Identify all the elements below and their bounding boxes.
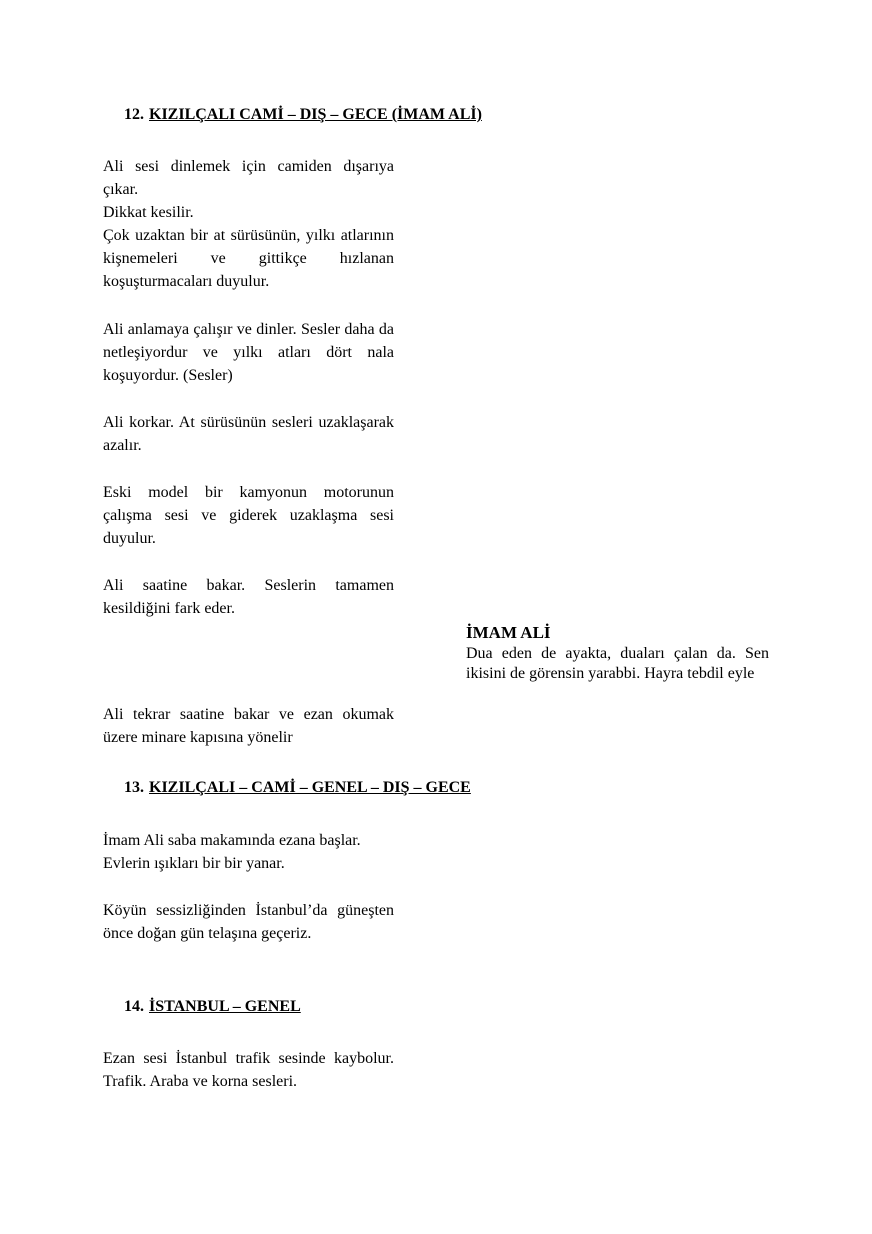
- scene-heading-14: [124, 997, 301, 1017]
- action-block: [103, 1047, 394, 1093]
- action-block: [103, 829, 394, 875]
- action-line: Köyün sessizliğinden İstanbul’da güneşten önce doğan gün telaşına geçeriz.: [103, 902, 394, 942]
- action-line: Ali saatine bakar. Seslerin tamamen kesildiğini fark eder.: [103, 577, 394, 617]
- action-line: Dikkat kesilir.: [103, 204, 194, 221]
- action-line: Ali anlamaya çalışır ve dinler. Sesler daha da netleşiyordur ve yılkı atları dört nala koşuyordur. (Sesler): [103, 321, 394, 384]
- action-block: [103, 411, 394, 457]
- action-line: Eski model bir kamyonun motorunun çalışma sesi ve giderek uzaklaşma sesi duyulur.: [103, 484, 394, 547]
- scene-title: İSTANBUL – GENEL: [149, 998, 301, 1015]
- action-block: [103, 155, 394, 293]
- scene-title: KIZILÇALI CAMİ – DIŞ – GECE (İMAM ALİ): [149, 106, 482, 123]
- action-block: [103, 574, 394, 620]
- action-line: Ali sesi dinlemek için camiden dışarıya çıkar.: [103, 158, 394, 198]
- action-line: Ali korkar. At sürüsünün sesleri uzaklaşarak azalır.: [103, 414, 394, 454]
- scene-heading-12: [124, 105, 482, 125]
- dialogue-block: [466, 622, 769, 684]
- action-line: Ali tekrar saatine bakar ve ezan okumak üzere minare kapısına yönelir: [103, 706, 394, 746]
- action-block: [103, 703, 394, 749]
- action-line: Çok uzaktan bir at sürüsünün, yılkı atlarının kişnemeleri ve gittikçe hızlanan koşuşturmacaları duyulur.: [103, 227, 394, 290]
- action-block: [103, 481, 394, 550]
- scene-number: 13.: [124, 779, 144, 796]
- dialogue-text: Dua eden de ayakta, duaları çalan da. Sen ikisini de görensin yarabbi. Hayra tebdil eyle: [466, 645, 769, 682]
- character-name: İMAM ALİ: [466, 623, 551, 642]
- action-block: [103, 318, 394, 387]
- action-line: Ezan sesi İstanbul trafik sesinde kaybolur. Trafik. Araba ve korna sesleri.: [103, 1050, 394, 1090]
- action-block: [103, 899, 394, 945]
- scene-number: 14.: [124, 998, 144, 1015]
- scene-heading-13: [124, 778, 471, 798]
- action-line: Evlerin ışıkları bir bir yanar.: [103, 855, 285, 872]
- scene-title: KIZILÇALI – CAMİ – GENEL – DIŞ – GECE: [149, 779, 471, 796]
- scene-number: 12.: [124, 106, 144, 123]
- action-line: İmam Ali saba makamında ezana başlar.: [103, 832, 361, 849]
